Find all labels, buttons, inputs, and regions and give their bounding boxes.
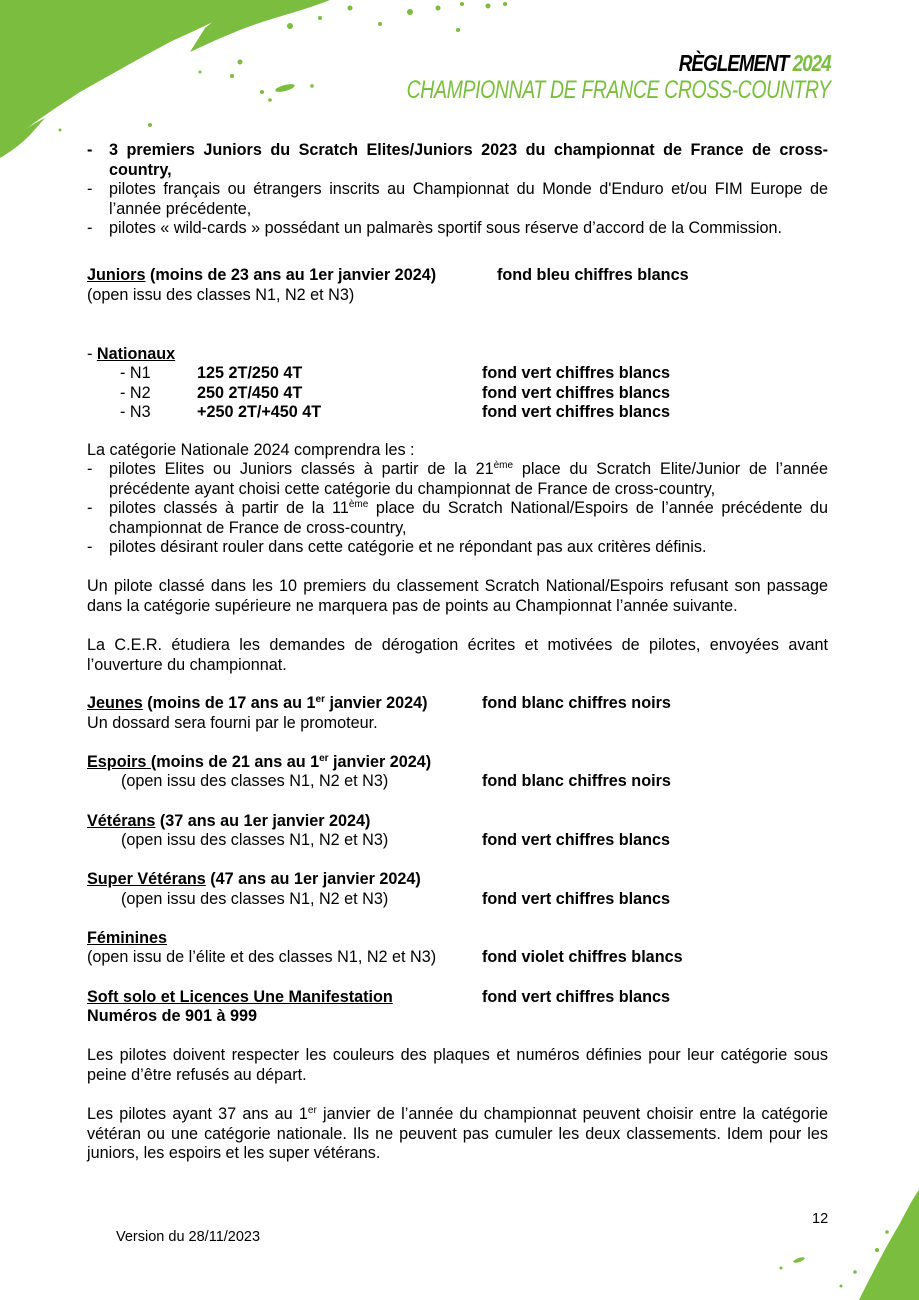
list-item: - pilotes « wild-cards » possédant un palmarès sportif sous réserve d’accord de la Commission.: [87, 219, 782, 237]
class-plate: fond vert chiffres blancs: [482, 384, 670, 402]
juniors-heading: Juniors (moins de 23 ans au 1er janvier 2024): [87, 266, 437, 284]
category-note: (open issu des classes N1, N2 et N3): [121, 890, 389, 908]
category-plate: fond vert chiffres blancs: [482, 831, 670, 849]
green-splash-decoration: [759, 1190, 919, 1300]
paragraph-37-years: Les pilotes ayant 37 ans au 1er janvier de l’année du championnat peuvent choisir entre la catégorie vétéran ou une catégorie nationale. Ils ne peuvent pas cumuler les deux classements. Idem pour les juniors, les espoirs et les super vétérans.: [87, 1105, 828, 1162]
category-heading: Soft solo et Licences Une Manifestation: [87, 988, 393, 1006]
nationale-list: [87, 460, 828, 558]
document-header: [287, 50, 831, 104]
category-plate: fond blanc chiffres noirs: [482, 772, 671, 790]
juniors-plate: fond bleu chiffres blancs: [497, 266, 689, 284]
nationaux-heading: - Nationaux: [87, 345, 176, 363]
category-heading: Espoirs (moins de 21 ans au 1er janvier 2024): [87, 753, 432, 771]
list-item: - pilotes classés à partir de la 11ème place du Scratch National/Espoirs de l’année précédente du championnat de France de cross-country,: [87, 499, 828, 537]
class-plate: fond vert chiffres blancs: [482, 364, 670, 382]
category-heading: Super Vétérans (47 ans au 1er janvier 2024): [87, 870, 421, 888]
category-note: (open issu des classes N1, N2 et N3): [121, 831, 389, 849]
paragraph-cer: La C.E.R. étudiera les demandes de dérogation écrites et motivées de pilotes, envoyées avant l’ouverture du championnat.: [87, 636, 828, 674]
class-code: - N2: [120, 384, 151, 402]
top-list: [87, 141, 828, 239]
list-item: - pilotes Elites ou Juniors classés à partir de la 21ème place du Scratch Elite/Junior de l’année précédente ayant choisi cette catégorie du championnat de France de cross-country,: [87, 460, 829, 498]
class-cylinder: 125 2T/250 4T: [197, 364, 303, 382]
list-item: - 3 premiers Juniors du Scratch Elites/Juniors 2023 du championnat de France de cross-country,: [87, 141, 828, 179]
header-title: [385, 50, 831, 76]
nationale-intro: La catégorie Nationale 2024 comprendra les :: [87, 441, 415, 459]
header-title-year: 2024: [792, 50, 831, 76]
category-heading: Jeunes (moins de 17 ans au 1er janvier 2024): [87, 694, 428, 712]
category-note: (open issu des classes N1, N2 et N3): [121, 772, 389, 790]
category-plate: fond violet chiffres blancs: [482, 948, 683, 966]
class-plate: fond vert chiffres blancs: [482, 403, 670, 421]
category-note: Un dossard sera fourni par le promoteur.: [87, 714, 378, 732]
page-number: 12: [812, 1211, 829, 1227]
category-note: (open issu de l’élite et des classes N1, N2 et N3): [87, 948, 437, 966]
category-plate: fond vert chiffres blancs: [482, 988, 670, 1006]
category-heading: Vétérans (37 ans au 1er janvier 2024): [87, 812, 371, 830]
class-cylinder: +250 2T/+450 4T: [197, 403, 322, 421]
list-item: - pilotes désirant rouler dans cette catégorie et ne répondant pas aux critères définis.: [87, 538, 707, 556]
list-item: - pilotes français ou étrangers inscrits au Championnat du Monde d'Enduro et/ou FIM Europe de l’année précédente,: [87, 180, 828, 218]
header-title-word: RÈGLEMENT: [679, 50, 789, 76]
paragraph-colors: Les pilotes doivent respecter les couleurs des plaques et numéros définies pour leur catégorie sous peine d’être refusés au départ.: [87, 1046, 828, 1084]
category-heading: Féminines: [87, 929, 168, 947]
category-plate: fond blanc chiffres noirs: [482, 694, 671, 712]
class-cylinder: 250 2T/450 4T: [197, 384, 303, 402]
class-code: - N1: [120, 364, 151, 382]
footer-version: Version du 28/11/2023: [116, 1229, 261, 1245]
category-plate: fond vert chiffres blancs: [482, 890, 670, 908]
paragraph-top10: Un pilote classé dans les 10 premiers du classement Scratch National/Espoirs refusant son passage dans la catégorie supérieure ne marquera pas de points au Championnat l’année suivante.: [87, 577, 828, 615]
class-code: - N3: [120, 403, 151, 421]
juniors-note: (open issu des classes N1, N2 et N3): [87, 286, 355, 304]
category-note: Numéros de 901 à 999: [87, 1007, 258, 1025]
header-subtitle: CHAMPIONNAT DE FRANCE CROSS-COUNTRY: [406, 76, 831, 104]
